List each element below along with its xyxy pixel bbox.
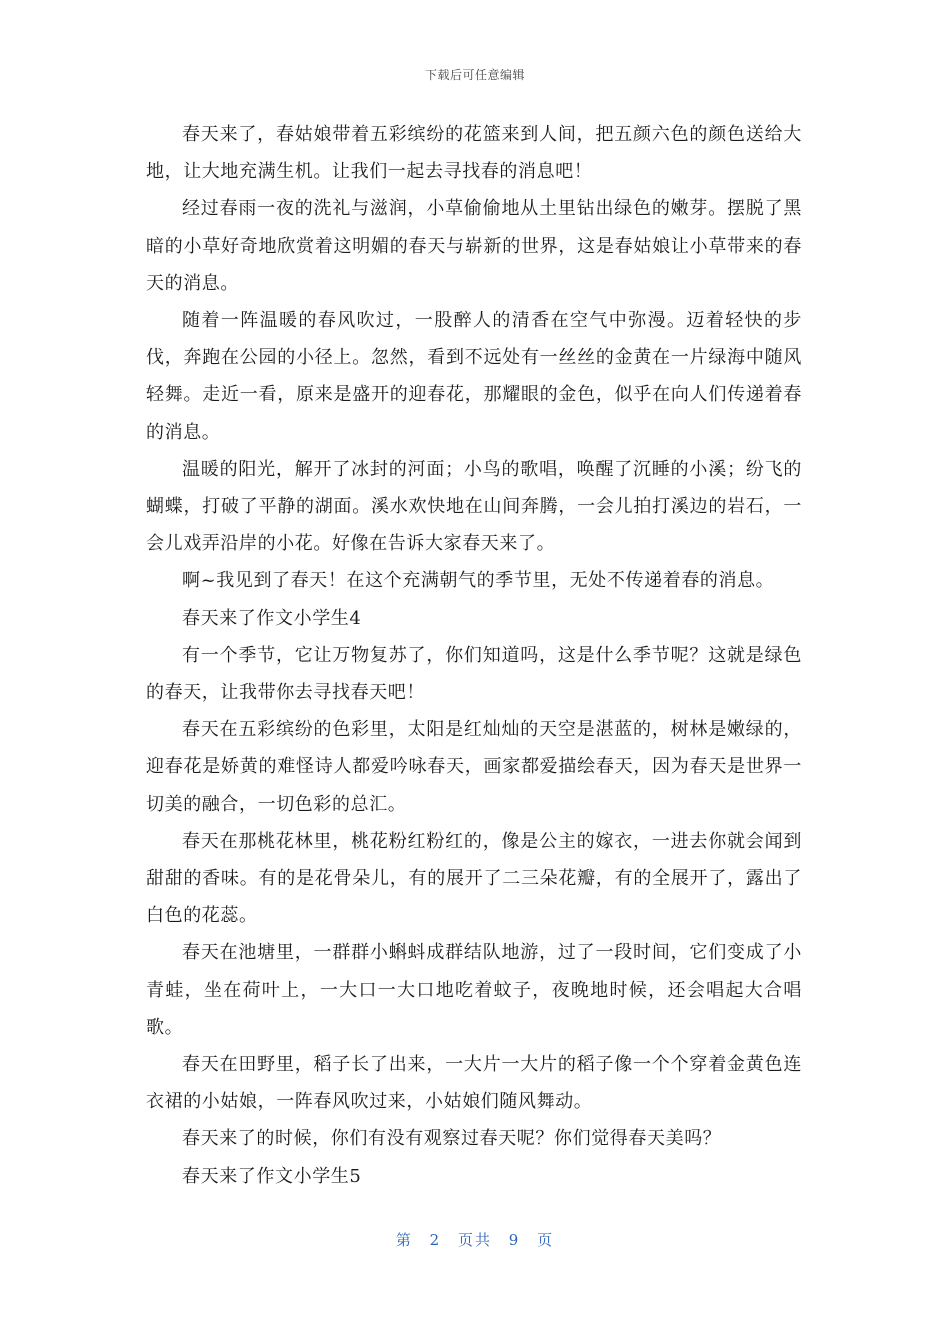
paragraph: 随着一阵温暖的春风吹过，一股醉人的清香在空气中弥漫。迈着轻快的步伐，奔跑在公园的小径上。忽然，看到不远处有一丝丝的金黄在一片绿海中随风轻舞。走近一看，原来是盛开的迎春花，那耀眼的金色，似乎在向人们传递着春的消息。 <box>146 310 802 443</box>
section-title: 春天来了作文小学生4 <box>182 607 362 629</box>
paragraph: 春天来了，春姑娘带着五彩缤纷的花篮来到人间，把五颜六色的颜色送给大地，让大地充满生机。让我们一起去寻找春的消息吧！ <box>146 124 802 183</box>
paragraph: 春天在田野里，稻子长了出来，一大片一大片的稻子像一个个穿着金黄色连衣裙的小姑娘，一阵春风吹过来，小姑娘们随风舞动。 <box>146 1054 802 1113</box>
document-body <box>146 116 802 1195</box>
page-header: 下载后可任意编辑 <box>424 68 525 82</box>
paragraph: 春天在池塘里，一群群小蝌蚪成群结队地游，过了一段时间，它们变成了小青蛙，坐在荷叶上，一大口一大口地吃着蚊子，夜晚地时候，还会唱起大合唱歌。 <box>146 942 802 1038</box>
page-number-footer: 第 2 页共 9 页 <box>395 1231 555 1249</box>
paragraph: 春天在那桃花林里，桃花粉红粉红的，像是公主的嫁衣，一进去你就会闻到甜甜的香味。有的是花骨朵儿，有的展开了二三朵花瓣，有的全展开了，露出了白色的花蕊。 <box>146 830 802 927</box>
paragraph: 经过春雨一夜的洗礼与滋润，小草偷偷地从土里钻出绿色的嫩芽。摆脱了黑暗的小草好奇地欣赏着这明媚的春天与崭新的世界，这是春姑娘让小草带来的春天的消息。 <box>146 198 802 294</box>
paragraph: 春天来了的时候，你们有没有观察过春天呢？你们觉得春天美吗？ <box>182 1128 722 1150</box>
paragraph: 有一个季节，它让万物复苏了，你们知道吗，这是什么季节呢？这就是绿色的春天，让我带你去寻找春天吧！ <box>146 644 802 704</box>
section-title: 春天来了作文小学生5 <box>182 1165 362 1187</box>
paragraph: 啊~我见到了春天！在这个充满朝气的季节里，无处不传递着春的消息。 <box>182 570 775 592</box>
paragraph: 温暖的阳光，解开了冰封的河面；小鸟的歌唱，唤醒了沉睡的小溪；纷飞的蝴蝶，打破了平静的湖面。溪水欢快地在山间奔腾，一会儿拍打溪边的岩石，一会儿戏弄沿岸的小花。好像在告诉大家春天来了。 <box>146 458 802 555</box>
paragraph: 春天在五彩缤纷的色彩里，太阳是红灿灿的天空是湛蓝的，树林是嫩绿的，迎春花是娇黄的难怪诗人都爱吟咏春天，画家都爱描绘春天，因为春天是世界一切美的融合，一切色彩的总汇。 <box>146 719 802 815</box>
